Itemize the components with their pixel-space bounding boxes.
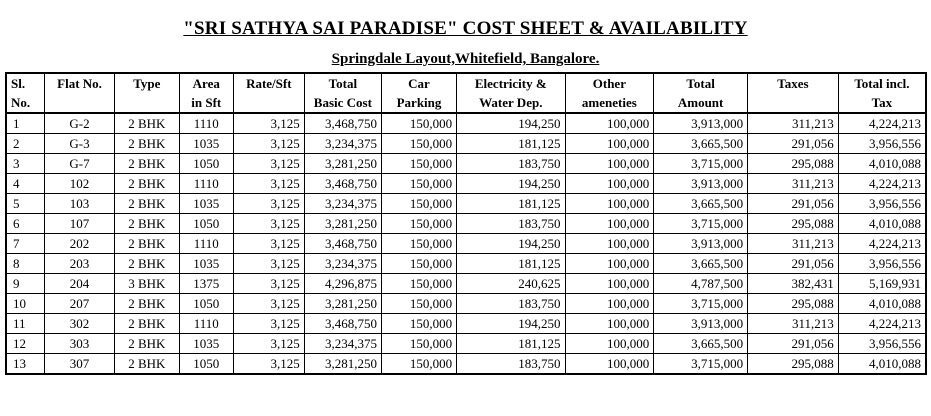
cell-other: 100,000 [565,134,654,154]
col-rate-header: Rate/Sft [233,73,304,93]
cell-other: 100,000 [565,234,654,254]
cell-flat-no: 203 [45,254,115,274]
col-taxes-header: Taxes [748,73,839,93]
cell-area: 1035 [179,334,233,354]
table-row [6,113,926,134]
col-flat-header: Flat No. [45,73,115,93]
cell-total-incl-tax: 4,010,088 [838,354,926,375]
cell-sl: 8 [6,254,45,274]
cell-basic-cost: 3,234,375 [304,134,381,154]
cell-taxes: 295,088 [748,214,839,234]
cell-rate: 3,125 [233,154,304,174]
cell-flat-no: G-3 [45,134,115,154]
cell-flat-no: 107 [45,214,115,234]
table-row [6,234,926,254]
col-amount-header-2: Amount [654,93,748,113]
cell-other: 100,000 [565,314,654,334]
cell-type: 2 BHK [114,154,179,174]
cell-rate: 3,125 [233,113,304,134]
cell-taxes: 291,056 [748,254,839,274]
cell-car-parking: 150,000 [381,174,456,194]
cell-other: 100,000 [565,334,654,354]
cell-flat-no: 302 [45,314,115,334]
col-total-header: Total incl. [838,73,926,93]
cost-sheet-table [5,72,927,375]
table-body [6,113,926,374]
sheet-subtitle: Springdale Layout,Whitefield, Bangalore. [331,51,600,67]
cell-area: 1110 [179,174,233,194]
col-amount-header: Total [654,73,748,93]
cell-area: 1050 [179,154,233,174]
cell-car-parking: 150,000 [381,214,456,234]
cell-total-incl-tax: 4,224,213 [838,314,926,334]
cell-basic-cost: 3,281,250 [304,354,381,375]
cell-electricity: 194,250 [457,314,565,334]
cell-flat-no: 103 [45,194,115,214]
cell-sl: 10 [6,294,45,314]
col-rate-header-2 [233,93,304,113]
cell-total-incl-tax: 4,010,088 [838,154,926,174]
cell-area: 1050 [179,214,233,234]
cell-flat-no: 303 [45,334,115,354]
cell-rate: 3,125 [233,274,304,294]
cell-electricity: 181,125 [457,134,565,154]
col-other-header-2: ameneties [565,93,654,113]
cell-sl: 1 [6,113,45,134]
cell-electricity: 194,250 [457,234,565,254]
cell-other: 100,000 [565,113,654,134]
col-area-header: Area [179,73,233,93]
cell-electricity: 194,250 [457,113,565,134]
cell-taxes: 311,213 [748,113,839,134]
cell-rate: 3,125 [233,134,304,154]
cell-taxes: 382,431 [748,274,839,294]
cell-rate: 3,125 [233,354,304,375]
cell-basic-cost: 3,281,250 [304,154,381,174]
cell-area: 1035 [179,134,233,154]
cell-electricity: 194,250 [457,174,565,194]
sheet-title: "SRI SATHYA SAI PARADISE" COST SHEET & AVAILABILITY [183,18,748,39]
table-row [6,254,926,274]
col-basic-header: Total [304,73,381,93]
cell-sl: 4 [6,174,45,194]
cell-taxes: 311,213 [748,314,839,334]
col-type-header-2 [114,93,179,113]
cell-rate: 3,125 [233,314,304,334]
cell-taxes: 295,088 [748,154,839,174]
table-row [6,354,926,375]
cell-sl: 2 [6,134,45,154]
cell-sl: 3 [6,154,45,174]
cell-basic-cost: 3,468,750 [304,234,381,254]
cell-car-parking: 150,000 [381,194,456,214]
cell-total-incl-tax: 3,956,556 [838,334,926,354]
col-flat-header-2 [45,93,115,113]
cell-sl: 11 [6,314,45,334]
cell-area: 1110 [179,234,233,254]
cell-sl: 6 [6,214,45,234]
col-basic-header-2: Basic Cost [304,93,381,113]
table-row [6,294,926,314]
cell-total-amount: 3,913,000 [654,174,748,194]
cell-sl: 9 [6,274,45,294]
cell-type: 2 BHK [114,234,179,254]
cell-flat-no: 307 [45,354,115,375]
cell-area: 1035 [179,194,233,214]
cell-total-incl-tax: 4,010,088 [838,214,926,234]
cell-basic-cost: 3,281,250 [304,294,381,314]
cell-total-amount: 3,913,000 [654,314,748,334]
cell-sl: 5 [6,194,45,214]
cell-other: 100,000 [565,214,654,234]
cell-type: 2 BHK [114,334,179,354]
col-car-header: Car [381,73,456,93]
col-car-header-2: Parking [381,93,456,113]
cell-electricity: 181,125 [457,334,565,354]
cell-total-incl-tax: 3,956,556 [838,194,926,214]
cell-basic-cost: 3,234,375 [304,334,381,354]
cell-rate: 3,125 [233,294,304,314]
cell-area: 1035 [179,254,233,274]
table-row [6,274,926,294]
cell-flat-no: 102 [45,174,115,194]
cell-basic-cost: 3,468,750 [304,113,381,134]
cell-basic-cost: 3,281,250 [304,214,381,234]
cell-electricity: 181,125 [457,254,565,274]
cell-area: 1050 [179,294,233,314]
cell-sl: 12 [6,334,45,354]
cell-electricity: 181,125 [457,194,565,214]
cell-car-parking: 150,000 [381,254,456,274]
cell-car-parking: 150,000 [381,314,456,334]
cell-other: 100,000 [565,354,654,375]
cell-car-parking: 150,000 [381,354,456,375]
cell-flat-no: G-2 [45,113,115,134]
cell-total-amount: 4,787,500 [654,274,748,294]
cell-taxes: 311,213 [748,174,839,194]
cell-total-incl-tax: 4,010,088 [838,294,926,314]
table-header [6,73,926,113]
cell-total-incl-tax: 5,169,931 [838,274,926,294]
cell-taxes: 295,088 [748,294,839,314]
cell-car-parking: 150,000 [381,113,456,134]
cell-rate: 3,125 [233,334,304,354]
cell-basic-cost: 3,468,750 [304,174,381,194]
cell-flat-no: 204 [45,274,115,294]
cell-flat-no: G-7 [45,154,115,174]
cell-other: 100,000 [565,274,654,294]
cell-taxes: 311,213 [748,234,839,254]
col-total-header-2: Tax [838,93,926,113]
cell-total-amount: 3,715,000 [654,354,748,375]
cell-type: 2 BHK [114,354,179,375]
cell-other: 100,000 [565,294,654,314]
cell-type: 2 BHK [114,113,179,134]
cell-flat-no: 207 [45,294,115,314]
cell-total-amount: 3,665,500 [654,334,748,354]
cell-other: 100,000 [565,254,654,274]
cell-car-parking: 150,000 [381,334,456,354]
cell-total-amount: 3,913,000 [654,234,748,254]
cell-total-amount: 3,715,000 [654,294,748,314]
cell-area: 1050 [179,354,233,375]
table-row [6,134,926,154]
cell-total-incl-tax: 4,224,213 [838,113,926,134]
cell-total-amount: 3,913,000 [654,113,748,134]
cell-total-incl-tax: 3,956,556 [838,134,926,154]
cell-rate: 3,125 [233,254,304,274]
cell-type: 2 BHK [114,194,179,214]
cell-taxes: 291,056 [748,134,839,154]
cell-rate: 3,125 [233,174,304,194]
cell-total-amount: 3,665,500 [654,254,748,274]
cell-car-parking: 150,000 [381,154,456,174]
cell-type: 2 BHK [114,254,179,274]
cell-type: 2 BHK [114,294,179,314]
cell-electricity: 183,750 [457,214,565,234]
cell-total-incl-tax: 4,224,213 [838,174,926,194]
cell-car-parking: 150,000 [381,134,456,154]
cell-basic-cost: 4,296,875 [304,274,381,294]
cell-basic-cost: 3,468,750 [304,314,381,334]
cell-electricity: 183,750 [457,354,565,375]
cell-sl: 13 [6,354,45,375]
cell-basic-cost: 3,234,375 [304,254,381,274]
cell-type: 3 BHK [114,274,179,294]
cell-other: 100,000 [565,174,654,194]
cell-electricity: 240,625 [457,274,565,294]
cell-type: 2 BHK [114,214,179,234]
col-other-header: Other [565,73,654,93]
cell-other: 100,000 [565,154,654,174]
table-row [6,214,926,234]
cell-taxes: 295,088 [748,354,839,375]
cell-car-parking: 150,000 [381,234,456,254]
col-type-header: Type [114,73,179,93]
col-sl-header: Sl. [6,73,45,93]
cell-electricity: 183,750 [457,154,565,174]
cell-total-incl-tax: 4,224,213 [838,234,926,254]
cell-rate: 3,125 [233,234,304,254]
cell-type: 2 BHK [114,314,179,334]
col-elec-header-2: Water Dep. [457,93,565,113]
cell-total-amount: 3,665,500 [654,134,748,154]
cell-area: 1110 [179,314,233,334]
col-area-header-2: in Sft [179,93,233,113]
cell-rate: 3,125 [233,214,304,234]
cell-rate: 3,125 [233,194,304,214]
cell-total-incl-tax: 3,956,556 [838,254,926,274]
cell-total-amount: 3,715,000 [654,154,748,174]
cell-sl: 7 [6,234,45,254]
cell-basic-cost: 3,234,375 [304,194,381,214]
table-row [6,314,926,334]
cell-total-amount: 3,715,000 [654,214,748,234]
col-sl-header-2: No. [6,93,45,113]
header-row-2 [6,93,926,113]
table-row [6,194,926,214]
header-row-1 [6,73,926,93]
cell-other: 100,000 [565,194,654,214]
cell-total-amount: 3,665,500 [654,194,748,214]
col-elec-header: Electricity & [457,73,565,93]
cell-flat-no: 202 [45,234,115,254]
table-row [6,174,926,194]
col-taxes-header-2 [748,93,839,113]
cell-type: 2 BHK [114,134,179,154]
cell-car-parking: 150,000 [381,294,456,314]
cell-taxes: 291,056 [748,334,839,354]
cell-electricity: 183,750 [457,294,565,314]
table-row [6,334,926,354]
cell-area: 1375 [179,274,233,294]
table-row [6,154,926,174]
cell-taxes: 291,056 [748,194,839,214]
cell-car-parking: 150,000 [381,274,456,294]
cell-area: 1110 [179,113,233,134]
cell-type: 2 BHK [114,174,179,194]
